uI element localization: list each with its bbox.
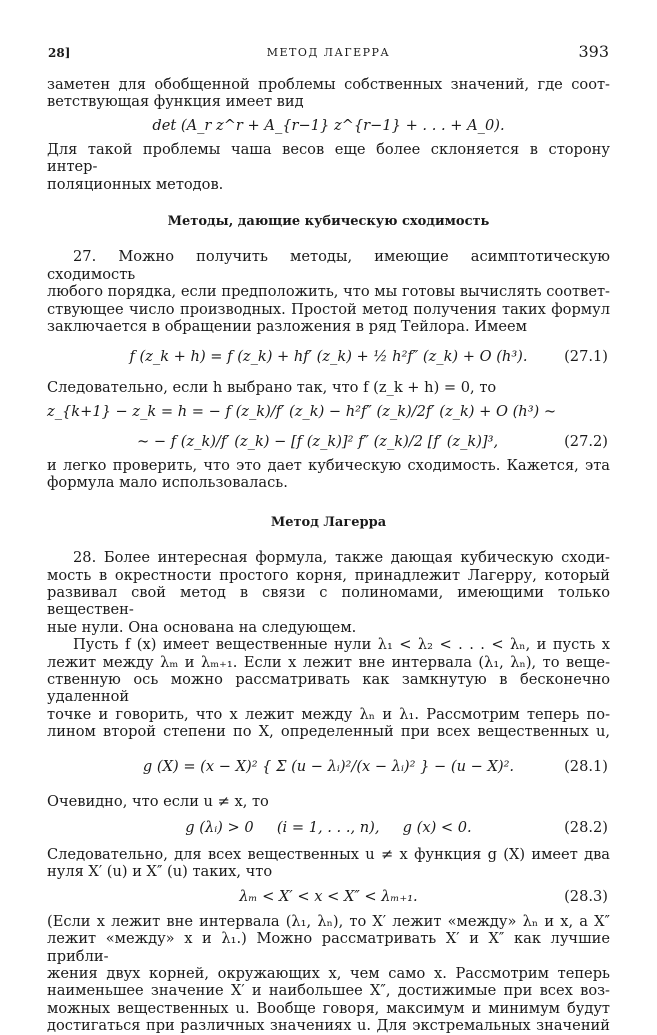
- text-line: ственную ось можно рассматривать как замкнутую в бесконечно удаленной: [47, 670, 610, 706]
- equation-number: (27.1): [564, 348, 608, 366]
- formula-text: det (A_r z^r + A_{r−1} z^{r−1} + . . . + A_0).: [152, 116, 505, 134]
- paragraph-10: [47, 913, 610, 1035]
- text-line: наименьшее значение X′ и наибольшее X″, достижимые при всех воз-: [47, 982, 610, 1000]
- text-line: мость в окрестности простого корня, принадлежит Лагерру, который: [47, 566, 610, 584]
- paragraph-4: [47, 379, 610, 396]
- formula-27-1: [47, 335, 610, 379]
- formula-det: [47, 111, 610, 141]
- formula-text: g (λᵢ) > 0 (i = 1, . . ., n), g (x) < 0.: [185, 818, 472, 836]
- paragraph-9: [47, 846, 610, 881]
- section-heading-laguerre: Метод Лагерра: [270, 514, 387, 530]
- paragraph-5: [47, 457, 610, 492]
- formula-28-2: [47, 810, 610, 846]
- text-line: лежит между λₘ и λₘ₊₁. Если x лежит вне интервала (λ₁, λₙ), то веще-: [47, 653, 610, 671]
- text-line: любого порядка, если предположить, что мы готовы вычислять соответ-: [47, 283, 610, 301]
- text-line: Следовательно, если h выбрано так, что f (z_k + h) = 0, то: [47, 379, 497, 397]
- paragraph-2: [47, 141, 610, 193]
- paragraph-1: [47, 76, 610, 111]
- paragraph-27: [47, 248, 610, 335]
- formula-27-2a: [47, 397, 610, 427]
- text-line: достигаться при различных значениях u. Для экстремальных значений: [47, 1017, 610, 1035]
- formula-text: z_{k+1} − z_k = h = − f (z_k)/f′ (z_k) − h²f″ (z_k)/2f′ (z_k) + O (h³) ~: [47, 402, 557, 420]
- text-line: развивал свой метод в связи с полиномами, имеющими только веществен-: [47, 583, 610, 619]
- running-header: [48, 42, 609, 62]
- text-line: заметен для обобщенной проблемы собственных значений, где соот-: [47, 76, 610, 93]
- formula-text: ~ − f (z_k)/f′ (z_k) − [f (z_k)]² f″ (z_k)/2 [f′ (z_k)]³,: [137, 432, 499, 450]
- text-line: Очевидно, что если u ≠ x, то: [47, 792, 269, 810]
- text-line: формула мало использовалась.: [47, 474, 288, 492]
- text-line: жения двух корней, окружающих x, чем само x. Рассмотрим теперь: [47, 965, 610, 982]
- page-number: 393: [578, 42, 609, 61]
- text-line: 27. Можно получить методы, имеющие асимптотическую сходимость: [47, 248, 610, 283]
- text-line: можных вещественных u. Вообще говоря, максимум и минимум будут: [47, 999, 610, 1017]
- text-line: лежит «между» x и λ₁.) Можно рассматривать X′ и X″ как лучшие прибли-: [47, 930, 610, 965]
- paragraph-28: [47, 549, 610, 636]
- running-title: МЕТОД ЛАГЕРРА: [266, 46, 391, 59]
- text-line: заключается в обращении разложения в ряд Тейлора. Имеем: [47, 318, 527, 336]
- equation-number: (28.2): [564, 818, 608, 836]
- paragraph-8: [47, 793, 610, 810]
- equation-number: (28.3): [564, 887, 608, 905]
- text-line: Для такой проблемы чаша весов еще более склоняется в сторону интер-: [47, 140, 610, 176]
- text-line: ствующее число производных. Простой метод получения таких формул: [47, 300, 610, 318]
- formula-text: g (X) = (x − X)² { Σ (u − λᵢ)²/(x − λᵢ)² } − (u − X)².: [142, 757, 515, 775]
- section-number: 28]: [48, 46, 71, 60]
- formula-28-1: [47, 741, 610, 793]
- formula-text: f (z_k + h) = f (z_k) + hf′ (z_k) + ½ h²f″ (z_k) + O (h³).: [129, 348, 528, 366]
- text-line: и легко проверить, что это дает кубическую сходимость. Кажется, эта: [47, 456, 610, 474]
- text-line: поляционных методов.: [47, 175, 224, 193]
- text-line: Следовательно, для всех вещественных u ≠ x функция g (X) имеет два: [47, 845, 610, 863]
- text-line: точке и говорить, что x лежит между λₙ и λ₁. Рассмотрим теперь по-: [47, 705, 610, 723]
- formula-28-3: [47, 881, 610, 913]
- equation-number: (27.2): [564, 432, 608, 450]
- page-body: [47, 76, 610, 1035]
- text-line: (Если x лежит вне интервала (λ₁, λₙ), то X′ лежит «между» λₙ и x, а X″: [47, 912, 610, 930]
- text-line: ные нули. Она основана на следующем.: [47, 618, 357, 636]
- text-line: ветствующая функция имеет вид: [47, 93, 304, 111]
- paragraph-7: [47, 636, 610, 740]
- formula-27-2b: [47, 427, 610, 457]
- text-line: нуля X′ (u) и X″ (u) таких, что: [47, 863, 273, 881]
- formula-text: λₘ < X′ < x < X″ < λₘ₊₁.: [239, 887, 418, 905]
- text-line: лином второй степени по X, определенный при всех вещественных u,: [47, 723, 610, 741]
- equation-number: (28.1): [564, 757, 608, 775]
- text-line: 28. Более интересная формула, также дающая кубическую сходи-: [73, 549, 610, 567]
- section-heading-cubic: Методы, дающие кубическую сходимость: [167, 214, 490, 230]
- text-line: Пусть f (x) имеет вещественные нули λ₁ < λ₂ < . . . < λₙ, и пусть x: [73, 636, 610, 654]
